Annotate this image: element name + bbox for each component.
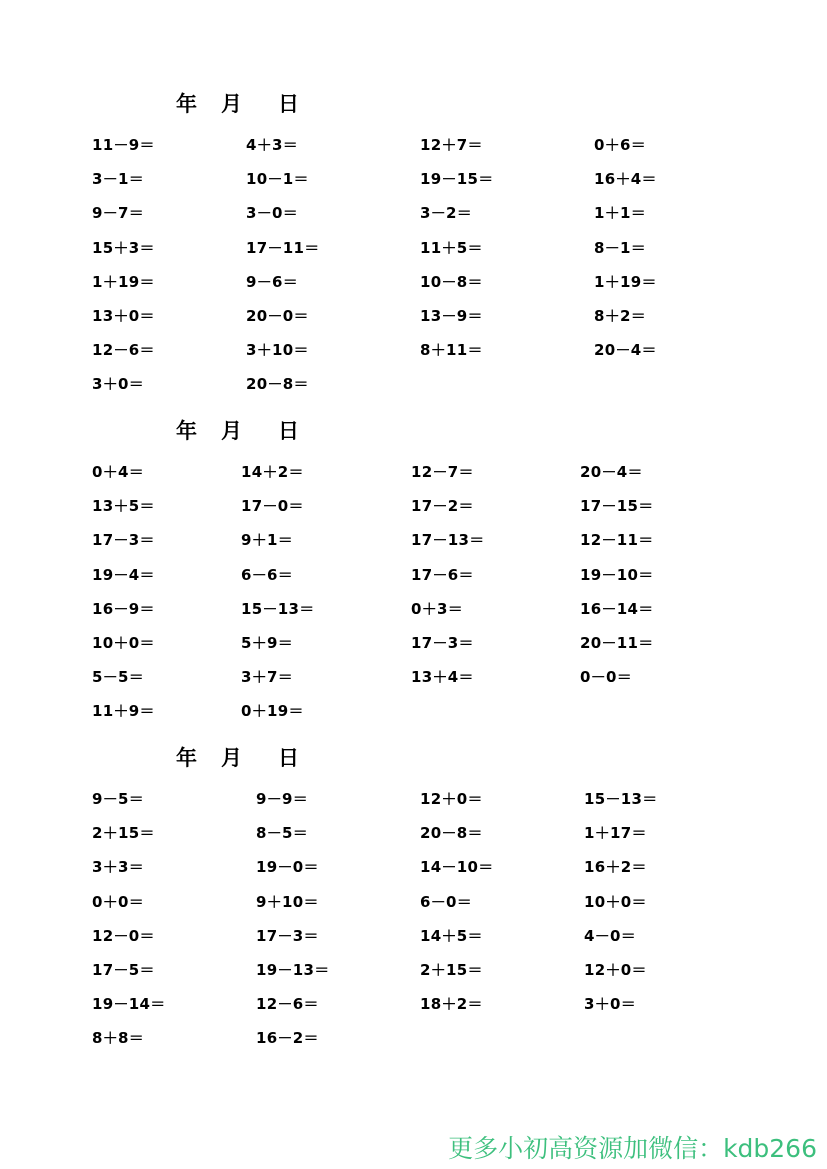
arithmetic-problem: 13＋0＝ <box>92 307 155 325</box>
arithmetic-problem: 16＋2＝ <box>584 858 647 876</box>
arithmetic-problem: 12＋0＝ <box>420 790 483 808</box>
arithmetic-problem: 16－2＝ <box>256 1029 319 1047</box>
arithmetic-problem: 15＋3＝ <box>92 239 155 257</box>
arithmetic-problem: 17－11＝ <box>246 239 320 257</box>
arithmetic-problem: 3＋0＝ <box>92 375 145 393</box>
arithmetic-problem: 10－8＝ <box>420 273 483 291</box>
arithmetic-problem: 15－13＝ <box>584 790 658 808</box>
arithmetic-problem: 12－6＝ <box>92 341 155 359</box>
arithmetic-problem: 17－2＝ <box>411 497 474 515</box>
arithmetic-problem: 12－7＝ <box>411 463 474 481</box>
date-year-label: 年 <box>176 92 197 116</box>
arithmetic-problem: 19－0＝ <box>256 858 319 876</box>
arithmetic-problem: 20－4＝ <box>580 463 643 481</box>
arithmetic-problem: 11＋9＝ <box>92 702 155 720</box>
arithmetic-problem: 0＋0＝ <box>92 893 145 911</box>
arithmetic-problem: 0＋6＝ <box>594 136 647 154</box>
arithmetic-problem: 11＋5＝ <box>420 239 483 257</box>
arithmetic-problem: 20－11＝ <box>580 634 654 652</box>
arithmetic-problem: 17－15＝ <box>580 497 654 515</box>
arithmetic-problem: 0＋3＝ <box>411 600 464 618</box>
arithmetic-problem: 8＋11＝ <box>420 341 483 359</box>
arithmetic-problem: 19－14＝ <box>92 995 166 1013</box>
arithmetic-problem: 20－4＝ <box>594 341 657 359</box>
arithmetic-problem: 19－4＝ <box>92 566 155 584</box>
arithmetic-problem: 3＋7＝ <box>241 668 294 686</box>
arithmetic-problem: 16－9＝ <box>92 600 155 618</box>
arithmetic-problem: 13－9＝ <box>420 307 483 325</box>
arithmetic-problem: 1＋1＝ <box>594 204 647 222</box>
arithmetic-problem: 16－14＝ <box>580 600 654 618</box>
arithmetic-problem: 8－5＝ <box>256 824 309 842</box>
arithmetic-problem: 8－1＝ <box>594 239 647 257</box>
arithmetic-problem: 3＋3＝ <box>92 858 145 876</box>
arithmetic-problem: 4＋3＝ <box>246 136 299 154</box>
arithmetic-problem: 10－1＝ <box>246 170 309 188</box>
arithmetic-problem: 12＋7＝ <box>420 136 483 154</box>
arithmetic-problem: 17－3＝ <box>92 531 155 549</box>
date-month-label: 月 <box>221 419 242 443</box>
arithmetic-problem: 3＋0＝ <box>584 995 637 1013</box>
date-day-label: 日 <box>278 92 299 116</box>
arithmetic-problem: 12＋0＝ <box>584 961 647 979</box>
arithmetic-problem: 9－5＝ <box>92 790 145 808</box>
arithmetic-problem: 6－6＝ <box>241 566 294 584</box>
arithmetic-problem: 5＋9＝ <box>241 634 294 652</box>
arithmetic-problem: 12－11＝ <box>580 531 654 549</box>
arithmetic-problem: 8＋8＝ <box>92 1029 145 1047</box>
arithmetic-problem: 12－0＝ <box>92 927 155 945</box>
arithmetic-problem: 17－0＝ <box>241 497 304 515</box>
arithmetic-problem: 9＋1＝ <box>241 531 294 549</box>
arithmetic-problem: 19－13＝ <box>256 961 330 979</box>
arithmetic-problem: 13＋4＝ <box>411 668 474 686</box>
arithmetic-problem: 15－13＝ <box>241 600 315 618</box>
arithmetic-problem: 19－15＝ <box>420 170 494 188</box>
arithmetic-problem: 9－6＝ <box>246 273 299 291</box>
arithmetic-problem: 1＋19＝ <box>594 273 657 291</box>
arithmetic-problem: 3－1＝ <box>92 170 145 188</box>
arithmetic-problem: 19－10＝ <box>580 566 654 584</box>
arithmetic-problem: 16＋4＝ <box>594 170 657 188</box>
arithmetic-problem: 2＋15＝ <box>420 961 483 979</box>
arithmetic-problem: 3－0＝ <box>246 204 299 222</box>
date-day-label: 日 <box>278 419 299 443</box>
arithmetic-problem: 20－0＝ <box>246 307 309 325</box>
arithmetic-problem: 3－2＝ <box>420 204 473 222</box>
date-day-label: 日 <box>278 746 299 770</box>
arithmetic-problem: 17－3＝ <box>411 634 474 652</box>
arithmetic-problem: 0＋4＝ <box>92 463 145 481</box>
arithmetic-problem: 17－6＝ <box>411 566 474 584</box>
date-month-label: 月 <box>221 92 242 116</box>
arithmetic-problem: 2＋15＝ <box>92 824 155 842</box>
arithmetic-problem: 17－13＝ <box>411 531 485 549</box>
arithmetic-problem: 8＋2＝ <box>594 307 647 325</box>
arithmetic-problem: 9－7＝ <box>92 204 145 222</box>
arithmetic-problem: 3＋10＝ <box>246 341 309 359</box>
arithmetic-problem: 20－8＝ <box>246 375 309 393</box>
arithmetic-problem: 12－6＝ <box>256 995 319 1013</box>
arithmetic-problem: 11－9＝ <box>92 136 155 154</box>
arithmetic-problem: 9－9＝ <box>256 790 309 808</box>
date-month-label: 月 <box>221 746 242 770</box>
arithmetic-problem: 1＋19＝ <box>92 273 155 291</box>
arithmetic-problem: 14－10＝ <box>420 858 494 876</box>
arithmetic-problem: 18＋2＝ <box>420 995 483 1013</box>
arithmetic-problem: 5－5＝ <box>92 668 145 686</box>
arithmetic-problem: 4－0＝ <box>584 927 637 945</box>
arithmetic-problem: 17－5＝ <box>92 961 155 979</box>
arithmetic-problem: 6－0＝ <box>420 893 473 911</box>
date-year-label: 年 <box>176 746 197 770</box>
arithmetic-problem: 10＋0＝ <box>92 634 155 652</box>
arithmetic-problem: 0＋19＝ <box>241 702 304 720</box>
arithmetic-problem: 1＋17＝ <box>584 824 647 842</box>
arithmetic-problem: 10＋0＝ <box>584 893 647 911</box>
date-year-label: 年 <box>176 419 197 443</box>
arithmetic-problem: 9＋10＝ <box>256 893 319 911</box>
arithmetic-problem: 13＋5＝ <box>92 497 155 515</box>
arithmetic-problem: 14＋5＝ <box>420 927 483 945</box>
arithmetic-problem: 14＋2＝ <box>241 463 304 481</box>
watermark-text: 更多小初高资源加微信：kdb266 <box>448 1134 817 1163</box>
arithmetic-problem: 17－3＝ <box>256 927 319 945</box>
arithmetic-problem: 20－8＝ <box>420 824 483 842</box>
arithmetic-problem: 0－0＝ <box>580 668 633 686</box>
